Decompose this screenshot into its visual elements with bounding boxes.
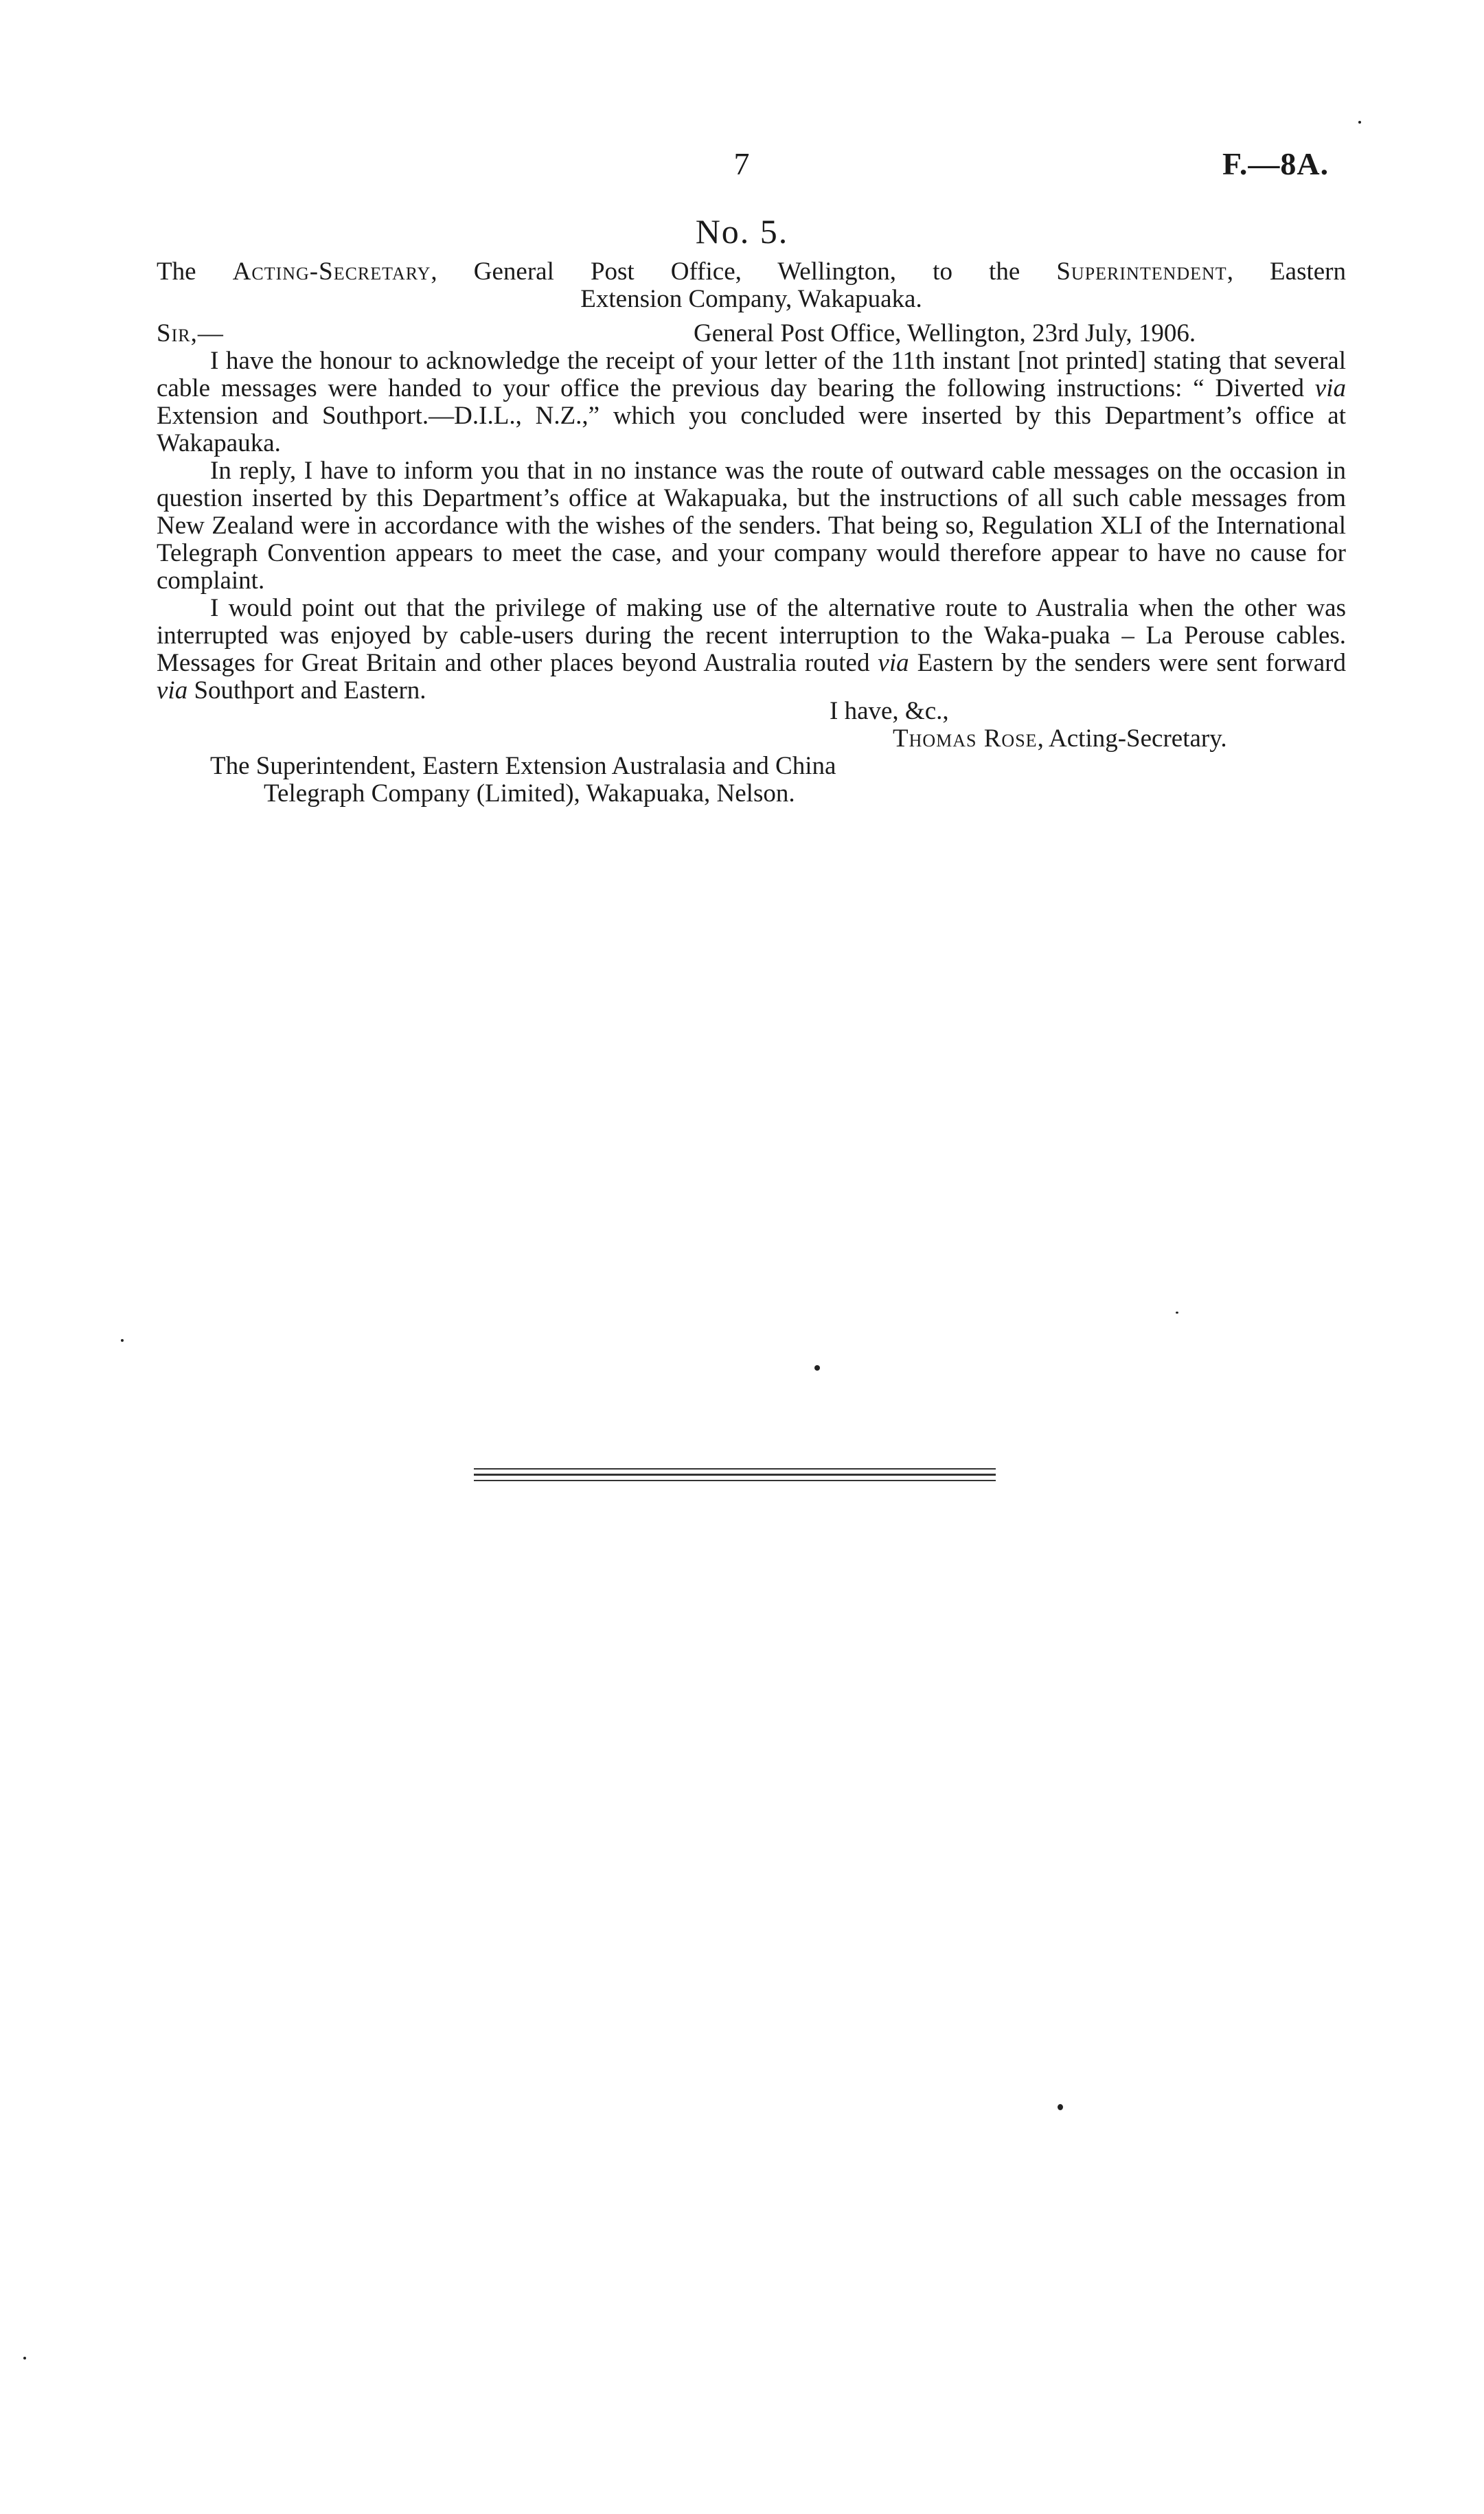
closing-rule-top — [474, 1468, 996, 1470]
closing: I have, &c., — [830, 697, 949, 725]
paragraph-3-text-c: Southport and Eastern. — [187, 676, 426, 705]
heading-text-c: , Eastern — [1226, 258, 1347, 286]
page-number: 7 — [733, 146, 750, 181]
paragraph-3-via-2: via — [157, 676, 188, 705]
paragraph-3-text-a: I would point out that the privilege of making use of the alternative route to Australia when the other was interrupted was enjoyed by cable-users during the recent interruption to the Waka-puaka – La Perouse cables. Messages for Great Britain and other places beyond Australia routed — [157, 594, 1346, 677]
paragraph-3-text-b: Eastern by the senders were sent forward — [909, 649, 1346, 677]
paragraph-2: In reply, I have to inform you that in no instance was the route of outward cable messages on the occasion in question inserted by this Department’s office at Wakapuaka, but the instructions of all such cable messages from New Zealand were in accordance with the wishes of the senders. That being so, Regulation XLI of the International Telegraph Convention appears to meet the case, and your company would therefore appear to have no cause for complaint. — [157, 457, 1346, 595]
closing-rule-bottom — [474, 1480, 996, 1481]
paragraph-1 — [157, 347, 1346, 457]
addressee-line-1: The Superintendent, Eastern Extension Australasia and China — [210, 752, 836, 780]
signature — [893, 725, 1346, 753]
paragraph-3-via-1: via — [878, 649, 909, 677]
paragraph-1-text-b: Extension and Southport.—D.I.L., N.Z.,” which you concluded were inserted by this Department’s office at Wakapauka. — [157, 402, 1346, 457]
scan-speck — [1176, 1312, 1178, 1314]
paragraph-3 — [157, 595, 1346, 705]
closing-rule-middle — [474, 1474, 996, 1476]
document-number: No. 5. — [695, 212, 789, 251]
heading-text-b: , General Post Office, Wellington, to the — [431, 258, 1057, 286]
heading-to-title: Superintendent — [1056, 258, 1227, 286]
addressee-line-2: Telegraph Company (Limited), Wakapuaka, Nelson. — [264, 779, 795, 808]
paragraph-1-text-a: I have the honour to acknowledge the receipt of your letter of the 11th instant [not printed] stating that several cable messages were handed to your office the previous day bearing the following instructions: “ Diverted — [157, 347, 1346, 402]
heading-from-title: Acting-Secretary — [232, 258, 431, 286]
scan-speck — [1058, 2104, 1063, 2110]
letter-heading-line-2: Extension Company, Wakapuaka. — [580, 285, 922, 313]
paragraph-1-via: via — [1314, 374, 1346, 402]
signature-title: , Acting-Secretary. — [1037, 724, 1227, 753]
heading-text-a: The — [157, 258, 233, 286]
dateline: General Post Office, Wellington, 23rd July, 1906. — [694, 319, 1196, 347]
salutation: Sir,— — [157, 319, 224, 347]
letter-heading-line-1 — [157, 258, 1346, 286]
scan-speck — [1358, 121, 1361, 124]
scan-speck — [814, 1365, 820, 1371]
scan-speck — [121, 1339, 124, 1342]
document-reference: F.—8A. — [1222, 146, 1329, 181]
letter-body — [157, 347, 1346, 705]
signature-name: Thomas Rose — [893, 724, 1038, 753]
scan-speck — [23, 2357, 26, 2359]
